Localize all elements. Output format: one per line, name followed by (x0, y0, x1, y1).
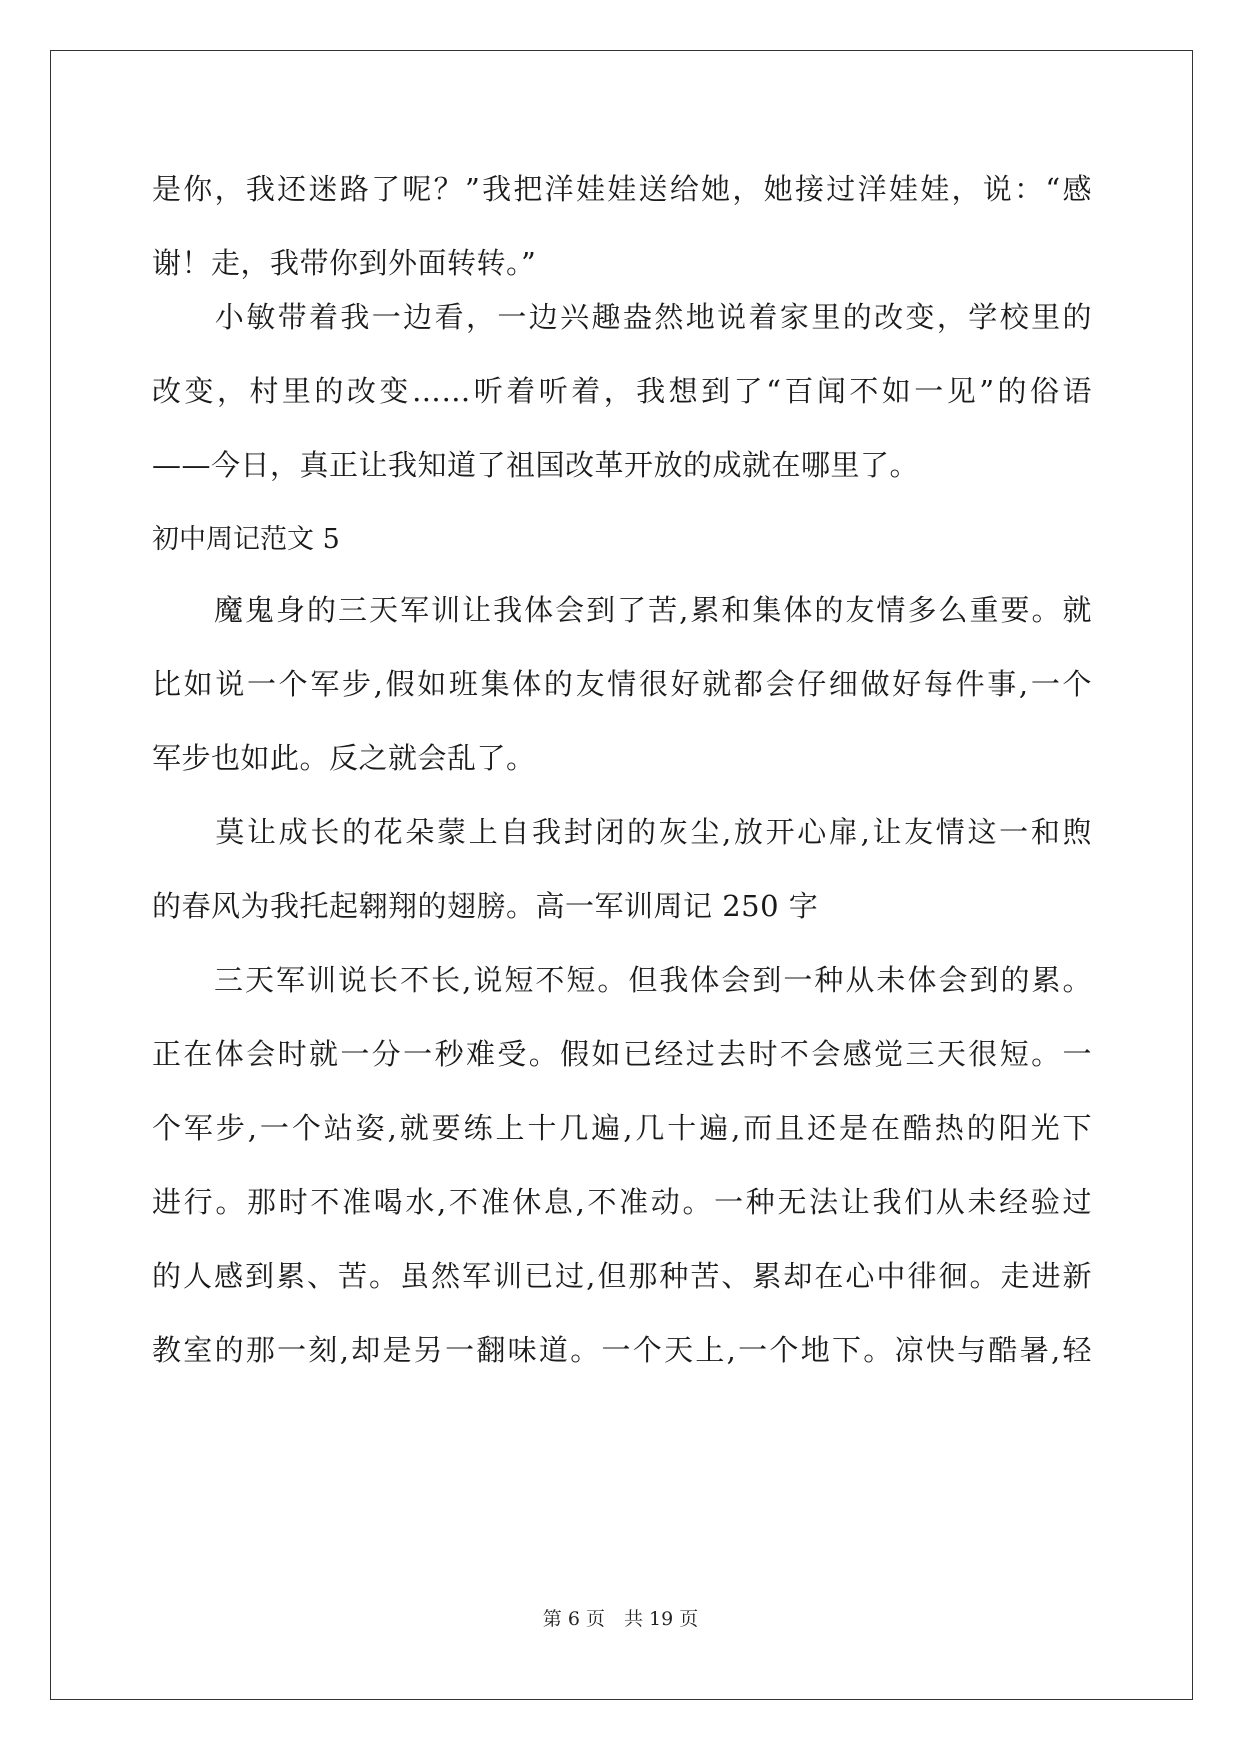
text-line: 谢！走，我带你到外面转转。” (152, 246, 537, 280)
text-line: 教室的那一刻,却是另一翻味道。一个天上,一个地下。凉快与酷暑,轻 (152, 1333, 1092, 1367)
text-line: 的春风为我托起翱翔的翅膀。高一军训周记 250 字 (152, 889, 819, 923)
text-line: ——今日，真正让我知道了祖国改革开放的成就在哪里了。 (152, 448, 920, 482)
section-heading: 初中周记范文 5 (152, 524, 340, 555)
text-line: 莫让成长的花朵蒙上自我封闭的灰尘,放开心扉,让友情这一和煦 (152, 815, 1092, 849)
text-line: 的人感到累、苦。虽然军训已过,但那种苦、累却在心中徘徊。走进新 (152, 1259, 1092, 1293)
text-line: 个军步,一个站姿,就要练上十几遍,几十遍,而且还是在酷热的阳光下 (152, 1111, 1092, 1145)
text-line: 小敏带着我一边看，一边兴趣盎然地说着家里的改变，学校里的 (152, 300, 1092, 334)
text-line: 魔鬼身的三天军训让我体会到了苦,累和集体的友情多么重要。就 (152, 593, 1092, 627)
text-line: 比如说一个军步,假如班集体的友情很好就都会仔细做好每件事,一个 (152, 667, 1092, 701)
page-footer: 第 6 页 共 19 页 (542, 1608, 699, 1630)
text-line: 正在体会时就一分一秒难受。假如已经过去时不会感觉三天很短。一 (152, 1037, 1092, 1071)
text-line: 军步也如此。反之就会乱了。 (152, 741, 536, 775)
text-line: 进行。那时不准喝水,不准休息,不准动。一种无法让我们从未经验过 (152, 1185, 1092, 1219)
text-line: 三天军训说长不长,说短不短。但我体会到一种从未体会到的累。 (152, 963, 1092, 997)
text-line: 是你，我还迷路了呢？”我把洋娃娃送给她，她接过洋娃娃，说：“感 (152, 172, 1092, 206)
text-line: 改变，村里的改变……听着听着，我想到了“百闻不如一见”的俗语 (152, 374, 1092, 408)
